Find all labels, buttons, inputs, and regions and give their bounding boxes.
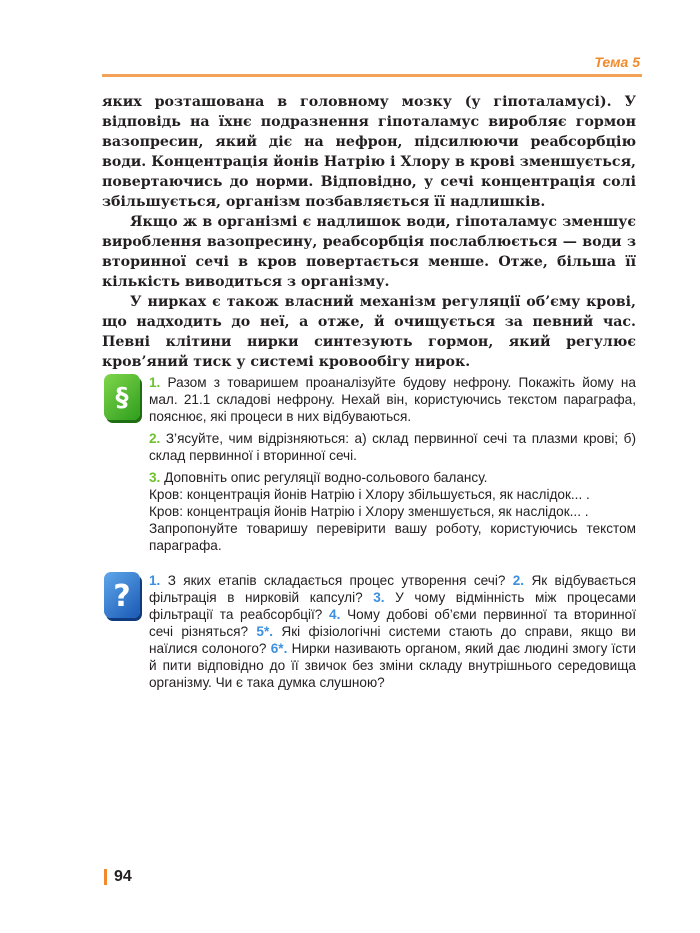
question-text: Чому добові об’єми первинної та вторинної сечі різняться? (149, 607, 636, 639)
paragraph-section-icon (104, 374, 140, 420)
question-text: Які фізіологічні системи стають до справи, якщо ви наїлися солоного? (149, 624, 636, 656)
question-text: Нирки називають органом, який дає людині змогу їсти й пити відповідно до її звичок без зміни складу внутрішнього середовища організму. Чи є така думка слушною? (149, 641, 637, 690)
question-mark-icon (104, 572, 140, 618)
topic-title: Тема 5 (594, 54, 640, 70)
task-text: Кров: концентрація йонів Натрію і Хлору зменшується, як наслідок... . (149, 504, 589, 519)
main-text (102, 92, 636, 372)
task-list (149, 374, 636, 559)
task-item (149, 469, 636, 554)
task-text: Доповніть опис регуляції водно-сольового балансу. (164, 470, 488, 485)
task-number: 1. (149, 375, 161, 390)
question-number: 3. (373, 590, 385, 605)
task-item (149, 430, 636, 464)
questions-text (149, 572, 636, 691)
task-item (149, 374, 636, 425)
question-text: З яких етапів складається процес утворення сечі? (167, 573, 506, 588)
task-number: 3. (149, 470, 161, 485)
paragraph: У нирках є також власний механізм регуляції об’єму крові, що надходить до неї, а отже, й очищується за певний час. Певні клітини нирки синтезують гормон, який регулює кров’яний тиск у системі кровообігу нирок. (102, 294, 636, 370)
question-number: 2. (512, 573, 525, 588)
svg-text:?: ? (113, 579, 131, 614)
question-number: 4. (329, 607, 341, 622)
task-text: Кров: концентрація йонів Натрію і Хлору збільшується, як наслідок... . (149, 487, 590, 502)
svg-text:§: § (115, 383, 129, 413)
task-text: З’ясуйте, чим відрізняються: а) склад первинної сечі та плазми крові; б) склад первинної і вторинної сечі. (149, 431, 636, 463)
question-number: 5*. (256, 624, 274, 639)
paragraph: Якщо ж в організмі є надлишок води, гіпоталамус зменшує вироблення вазопресину, реабсорбція послаблюється — води з вторинної сечі в кров повертається менше. Отже, більша її кількість виводиться з організму. (102, 214, 636, 290)
task-text: Запропонуйте товаришу перевірити вашу роботу, користуючись текстом параграфа. (149, 521, 636, 553)
question-number: 1. (149, 573, 161, 588)
header-divider (102, 74, 642, 77)
paragraph: яких розташована в головному мозку (у гіпоталамусі). У відповідь на їхнє подразнення гіпоталамус виробляє гормон вазопресин, який діє на нефрон, підсилюючи реабсорбцію води. Концентрація йонів Натрію і Хлору в крові зменшується, повертаючись до норми. Відповідно, у сечі концентрація солі збільшується, організм позбавляється її надлишків. (102, 94, 636, 210)
question-text: Як відбувається фільтрація в нирковій капсулі? (149, 573, 637, 605)
page-number: 94 (104, 869, 132, 885)
task-number: 2. (149, 431, 161, 446)
question-text: У чому відмінність між процесами фільтрації та реабсорбції? (149, 590, 637, 622)
question-number: 6*. (270, 641, 288, 656)
task-text: Разом з товаришем проаналізуйте будову нефрону. Покажіть йому на мал. 21.1 складові нефрону. Нехай він, користуючись текстом параграфа, пояснює, які процеси в них відбуваються. (149, 375, 636, 424)
